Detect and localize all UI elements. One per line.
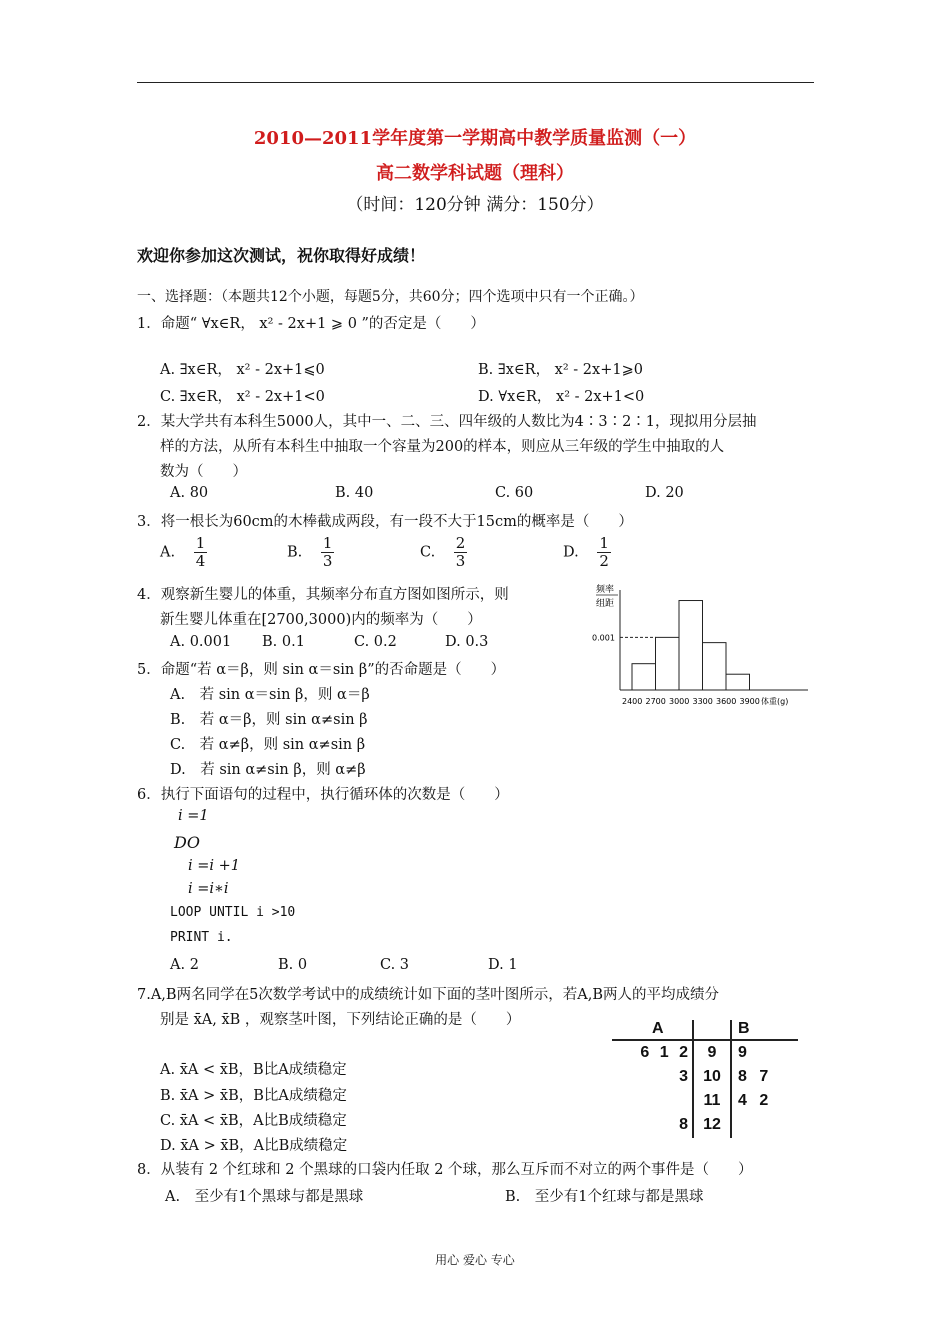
stem-leaf-plot: [612, 1020, 798, 1140]
stem-leaf-b-leaves: 9: [738, 1044, 747, 1061]
q3-d-label: D.: [563, 544, 579, 561]
q7-option-a: A. x̄A < x̄B，B比A成绩稳定: [160, 1062, 347, 1078]
q5-option-a: A. 若 sin α＝sin β，则 α＝β: [170, 687, 370, 703]
q6-stem: 6．执行下面语句的过程中，执行循环体的次数是（ ）: [137, 787, 509, 803]
q6-option-b: B. 0: [278, 957, 308, 973]
q1-option-a: A. ∃x∈R， x² - 2x+1⩽0: [160, 362, 325, 378]
q3-c-label: C.: [420, 544, 436, 561]
stem-leaf-head-a: A: [652, 1020, 664, 1037]
stem-leaf-b-leaves: 8 7: [738, 1068, 769, 1085]
histogram-ylabel-top: 频率: [596, 585, 615, 595]
stem-leaf-stem: 11: [703, 1092, 721, 1109]
q2-option-c: C. 60: [495, 485, 534, 501]
q7-option-d: D. x̄A > x̄B，A比B成绩稳定: [160, 1138, 348, 1154]
q2-line-3: 数为（ ）: [160, 464, 247, 480]
histogram-x-tick-label: 3900: [739, 697, 760, 706]
histogram-bar: [679, 601, 703, 690]
histogram-x-tick-label: 2700: [645, 697, 666, 706]
stem-leaf-a-leaves: 8: [679, 1116, 688, 1133]
q5-option-b: B. 若 α＝β，则 sin α≠sin β: [170, 712, 368, 728]
section-heading: 一、选择题：（本题共12个小题，每题5分，共60分；四个选项中只有一个正确。）: [137, 289, 644, 305]
q6-code-line-1: i =1: [178, 808, 209, 824]
q3-b-fraction: [321, 535, 335, 570]
q2-line-2: 样的方法，从所有本科生中抽取一个容量为200的样本，则应从三年级的学生中抽取的人: [160, 439, 725, 455]
q5-option-d: D. 若 sin α≠sin β，则 α≠β: [170, 762, 366, 778]
stem-leaf-a-leaves: 6 1 2: [640, 1044, 688, 1061]
q1-option-b: B. ∃x∈R， x² - 2x+1⩾0: [478, 362, 643, 378]
q7-option-b: B. x̄A > x̄B，B比A成绩稳定: [160, 1088, 347, 1104]
q3-stem: 3．将一根长为60cm的木棒截成两段，有一段不大于15cm的概率是（ ）: [137, 514, 633, 530]
stem-leaf-stem: 12: [703, 1116, 721, 1133]
q1-option-c: C. ∃x∈R， x² - 2x+1<0: [160, 389, 325, 405]
stem-leaf-right-divider: [730, 1020, 732, 1138]
q6-option-c: C. 3: [380, 957, 410, 973]
exam-title: 2010—2011学年度第一学期高中教学质量监测（一）: [253, 128, 697, 149]
page-footer: 用心 爱心 专心: [435, 1253, 515, 1267]
q5-option-c: C. 若 α≠β，则 sin α≠sin β: [170, 737, 366, 753]
exam-subtitle: 高二数学科试题（理科）: [376, 163, 574, 184]
stem-leaf-left-divider: [692, 1020, 694, 1138]
q3-c-fraction: [454, 535, 468, 570]
histogram-ylabel-bottom: 组距: [596, 599, 615, 609]
q3-option-b: [287, 535, 334, 570]
stem-leaf-stem: 10: [703, 1068, 721, 1085]
q3-b-numerator: 1: [322, 534, 333, 552]
q3-option-d: [563, 535, 611, 570]
q3-a-numerator: 1: [195, 534, 206, 552]
histogram-x-tick-label: 2400: [622, 697, 643, 706]
histogram-y-mark-label: 0.001: [592, 633, 615, 643]
stem-leaf-b-leaves: 4 2: [738, 1092, 769, 1109]
q4-option-b: B. 0.1: [262, 634, 305, 650]
stem-leaf-a-leaves: 3: [679, 1068, 688, 1085]
histogram-bar: [632, 664, 656, 690]
q6-code-line-5: LOOP UNTIL i >10: [170, 905, 296, 920]
time-info: （时间：120分钟 满分：150分）: [346, 195, 604, 215]
q6-code-line-2: DO: [174, 833, 200, 852]
stem-leaf-stem: 9: [707, 1044, 717, 1061]
q6-code-line-4: i =i∗i: [188, 881, 229, 897]
q7-line-2: 别是 x̄A, x̄B ，观察茎叶图，下列结论正确的是（ ）: [160, 1012, 521, 1028]
q6-option-d: D. 1: [488, 957, 518, 973]
q2-option-d: D. 20: [645, 485, 684, 501]
q7-line-1: 7.A,B两名同学在5次数学考试中的成绩统计如下面的茎叶图所示，若A,B两人的平均成绩分: [137, 987, 720, 1003]
histogram-x-tick-label: 3000: [669, 697, 690, 706]
q4-option-c: C. 0.2: [354, 634, 397, 650]
q3-b-denominator: 3: [322, 552, 333, 570]
q8-stem: 8．从装有 2 个红球和 2 个黑球的口袋内任取 2 个球，那么互斥而不对立的两个事件是（ ）: [137, 1162, 753, 1178]
q8-option-a: A. 至少有1个黑球与都是黑球: [165, 1189, 364, 1205]
histogram-x-tick-label: 3300: [692, 697, 713, 706]
q3-c-numerator: 2: [455, 534, 466, 552]
header-rule: [137, 82, 814, 83]
q4-line-1: 4．观察新生婴儿的体重，其频率分布直方图如图所示，则: [137, 587, 509, 603]
q3-a-label: A.: [160, 544, 176, 561]
q3-a-denominator: 4: [195, 552, 206, 570]
q3-option-a: [160, 535, 207, 570]
frequency-histogram: [588, 578, 820, 713]
q1-option-d: D. ∀x∈R， x² - 2x+1<0: [478, 389, 645, 405]
histogram-bar: [726, 674, 750, 690]
histogram-x-tick-label: 3600: [716, 697, 737, 706]
q6-code-line-3: i =i +1: [188, 858, 241, 874]
q8-option-b: B. 至少有1个红球与都是黑球: [505, 1189, 704, 1205]
greeting: 欢迎你参加这次测试，祝你取得好成绩！: [137, 246, 426, 265]
q3-d-numerator: 1: [599, 534, 609, 552]
stem-leaf-header-rule: [612, 1039, 798, 1041]
q4-line-2: 新生婴儿体重在[2700,3000)内的频率为（ ）: [160, 612, 482, 628]
q3-d-denominator: 2: [599, 552, 609, 570]
q4-option-a: A. 0.001: [170, 634, 232, 650]
q1-stem: 1．命题“ ∀x∈R， x² - 2x+1 ⩾ 0 ”的否定是（ ）: [137, 316, 485, 332]
histogram-bar: [656, 637, 680, 690]
histogram-bar: [703, 643, 727, 690]
q7-option-c: C. x̄A < x̄B，A比B成绩稳定: [160, 1113, 347, 1129]
q6-option-a: A. 2: [170, 957, 199, 973]
q3-b-label: B.: [287, 544, 303, 561]
q2-option-a: A. 80: [170, 485, 209, 501]
q3-c-denominator: 3: [455, 552, 466, 570]
q4-option-d: D. 0.3: [445, 634, 489, 650]
q2-line-1: 2．某大学共有本科生5000人，其中一、二、三、四年级的人数比为4∶3∶2∶1，现拟用分层抽: [137, 414, 757, 430]
q2-option-b: B. 40: [335, 485, 374, 501]
q6-code-line-6: PRINT i.: [170, 930, 233, 945]
q3-a-fraction: [194, 535, 208, 570]
histogram-x-label: 体重(g): [761, 697, 789, 706]
q3-option-c: [420, 535, 467, 570]
q3-d-fraction: [597, 535, 611, 570]
q5-stem: 5．命题“若 α＝β，则 sin α＝sin β”的否命题是（ ）: [137, 662, 506, 678]
stem-leaf-head-b: B: [738, 1020, 750, 1037]
